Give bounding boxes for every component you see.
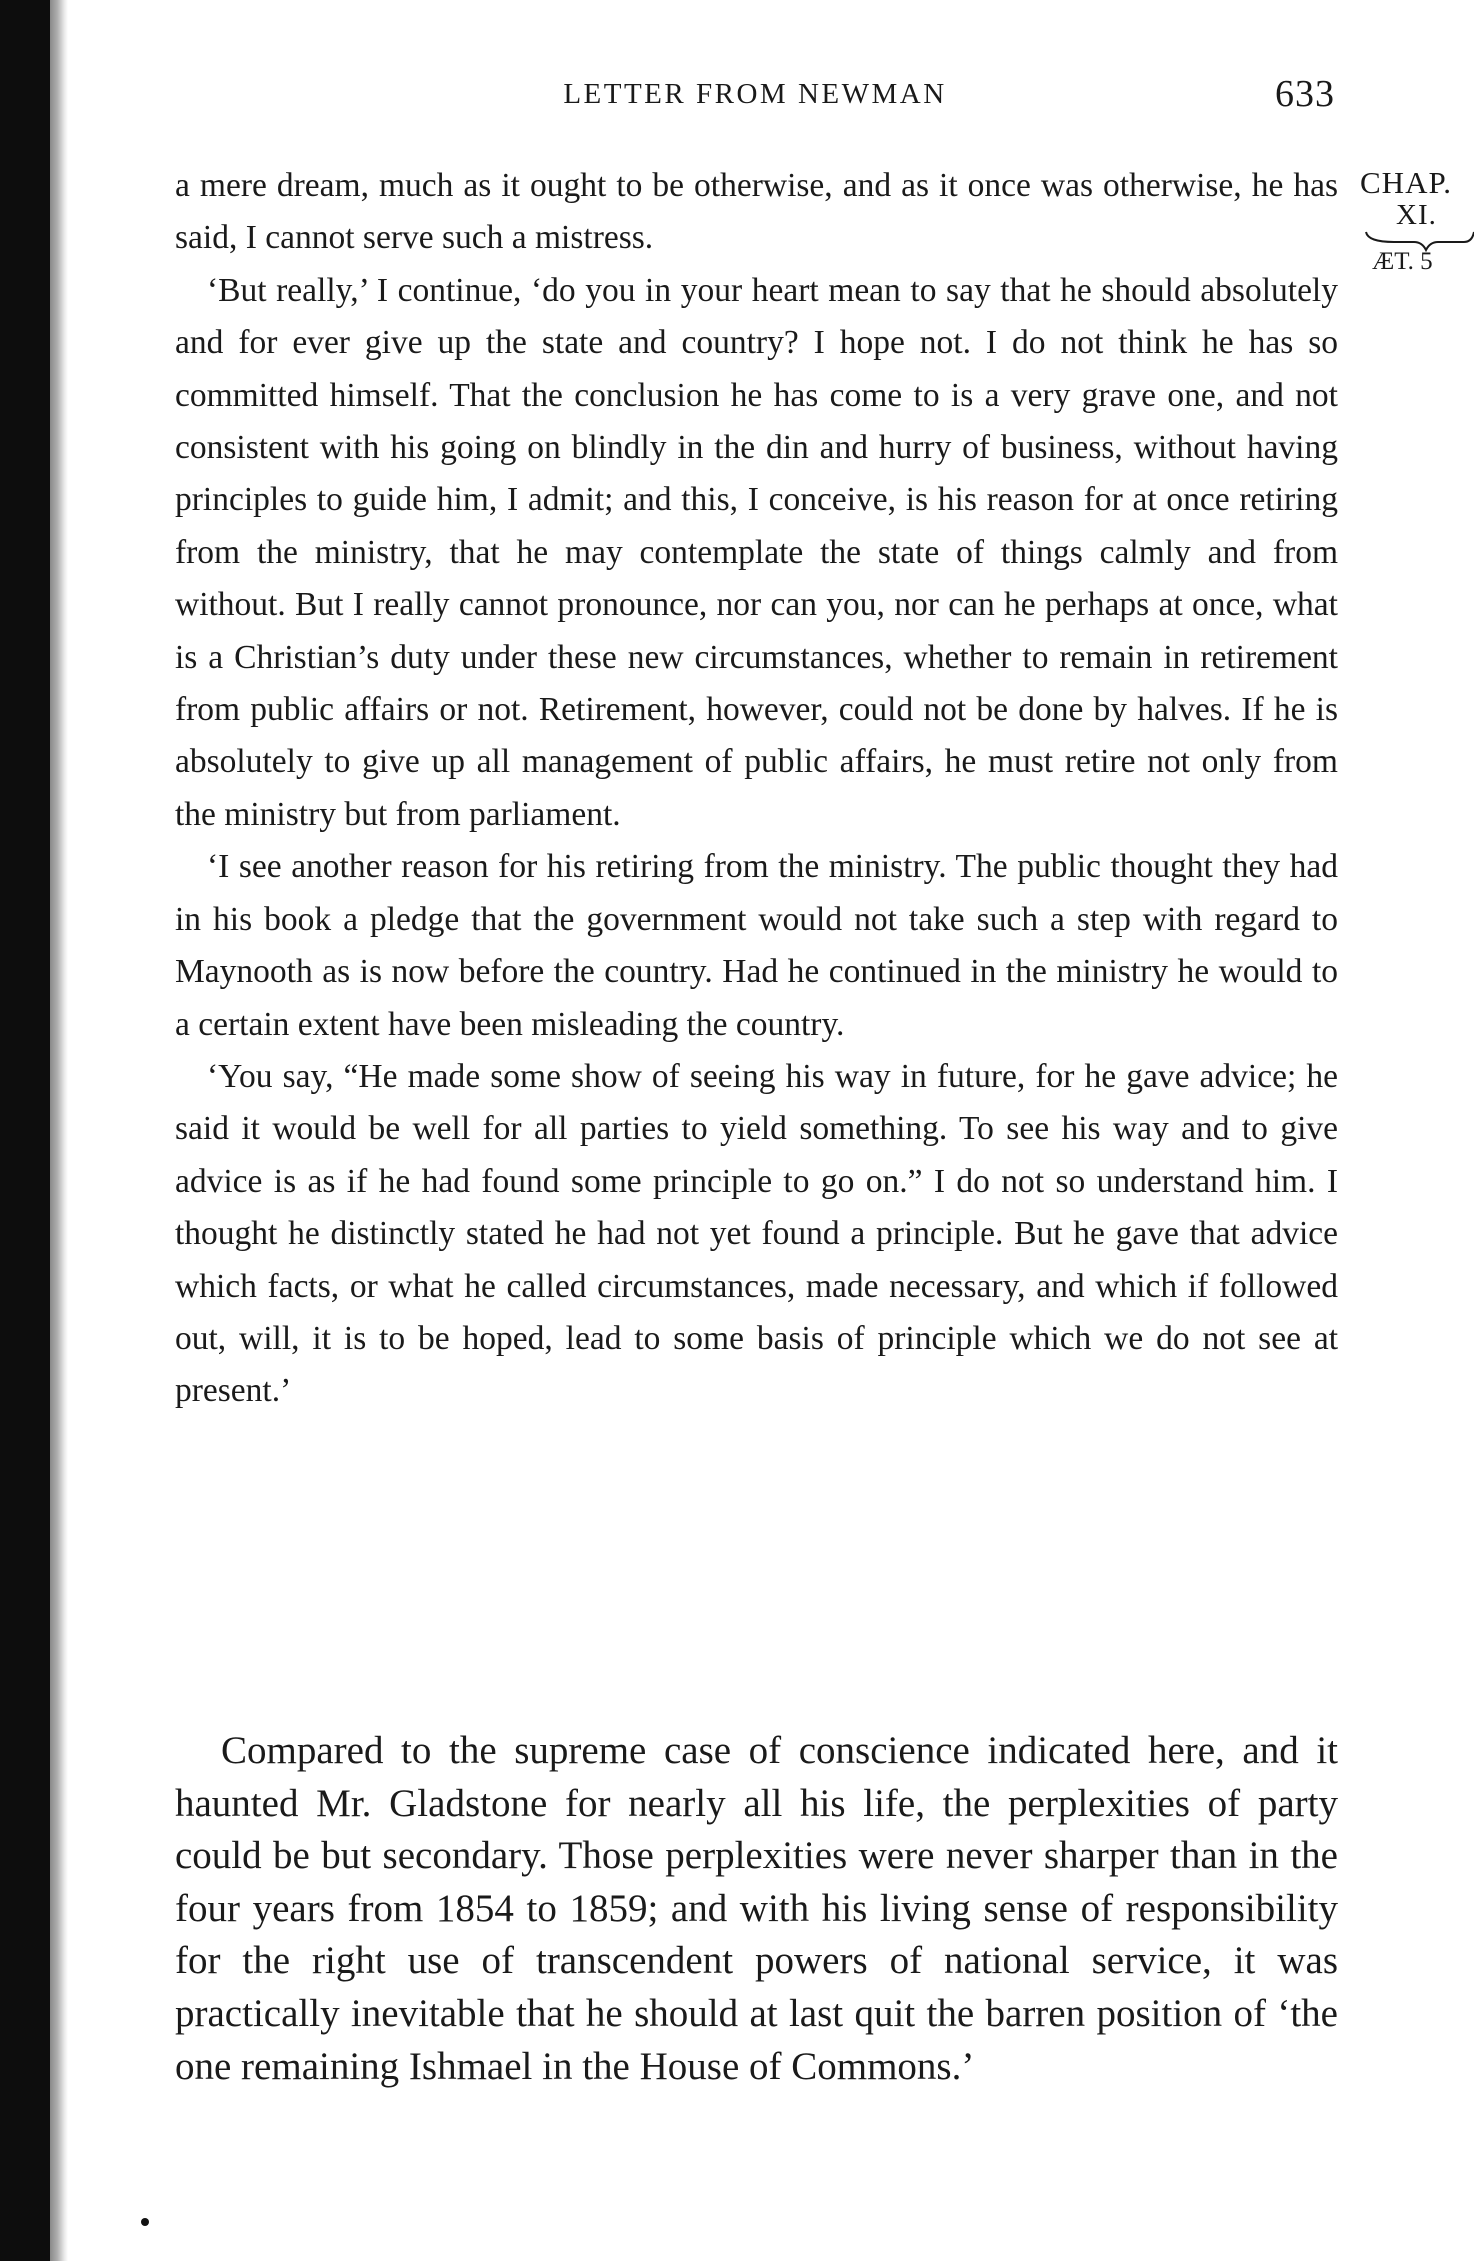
letter-paragraph: ‘You say, “He made some show of seeing his way in future, for he gave advice; he said it would be well for all parties to yield something. To see his way and to give advice is as if he had found some principle to go on.” I do not so understand him. I thought he distinctly stated he had not yet found a principle. But he gave that advice which facts, or what he called circumstances, made necessary, and which if followed out, will, it is to be hoped, lead to some basis of principle which we do not see at present.’ bbox=[175, 1057, 1338, 1410]
narrative-paragraph: Compared to the supreme case of conscience indicated here, and it haunted Mr. Gladstone for nearly all his life, the perplexities of party could be but secondary. Those perplexities were never sharper than in the four years from 1854 to 1859; and with his living sense of responsibility for the right use of transcendent powers of national service, it was practically inevitable that he should at last quit the barren position of ‘the one remaining Ishmael in the House of Commons.’ bbox=[175, 1729, 1338, 2088]
margin-note bbox=[1360, 165, 1478, 276]
ink-speck bbox=[141, 2218, 149, 2226]
running-title: LETTER FROM NEWMAN bbox=[563, 78, 947, 110]
quoted-letter bbox=[175, 160, 1338, 1418]
page-binding-edge bbox=[0, 0, 50, 2261]
page-number: 633 bbox=[1275, 73, 1335, 115]
margin-age-label: ÆT. 5 bbox=[1372, 248, 1433, 275]
margin-chapter-label: CHAP. bbox=[1360, 165, 1453, 200]
narrative-text bbox=[175, 1725, 1338, 2093]
letter-paragraph: a mere dream, much as it ought to be otherwise, and as it once was otherwise, he has said, I cannot serve such a mistress. bbox=[175, 167, 1338, 257]
letter-paragraph: ‘I see another reason for his retiring from the ministry. The public thought they had in his book a pledge that the government would not take such a step with regard to Maynooth as is now before the country. Had he continued in the ministry he would to a certain extent have been misleading the country. bbox=[175, 848, 1338, 1043]
letter-paragraph: ‘But really,’ I continue, ‘do you in your heart mean to say that he should absolutely and for ever give up the state and country? I hope not. I do not think he has so committed himself. That the conclusion he has come to is a very grave one, and not consistent with his going on blindly in the din and hurry of business, without having principles to guide him, I admit; and this, I conceive, is his reason for at once retiring from the ministry, that he may contemplate the state of things calmly and from without. But I really cannot pronounce, nor can you, nor can he perhaps at once, what is a Christian’s duty under these new circumstances, whether to remain in retirement from public affairs or not. Retirement, however, could not be done by halves. If he is absolutely to give up all management of public affairs, he must retire not only from the ministry but from parliament. bbox=[175, 271, 1338, 833]
page-binding-shadow bbox=[50, 0, 68, 2261]
running-header bbox=[175, 73, 1335, 128]
margin-chapter-number: XI. bbox=[1396, 199, 1437, 231]
